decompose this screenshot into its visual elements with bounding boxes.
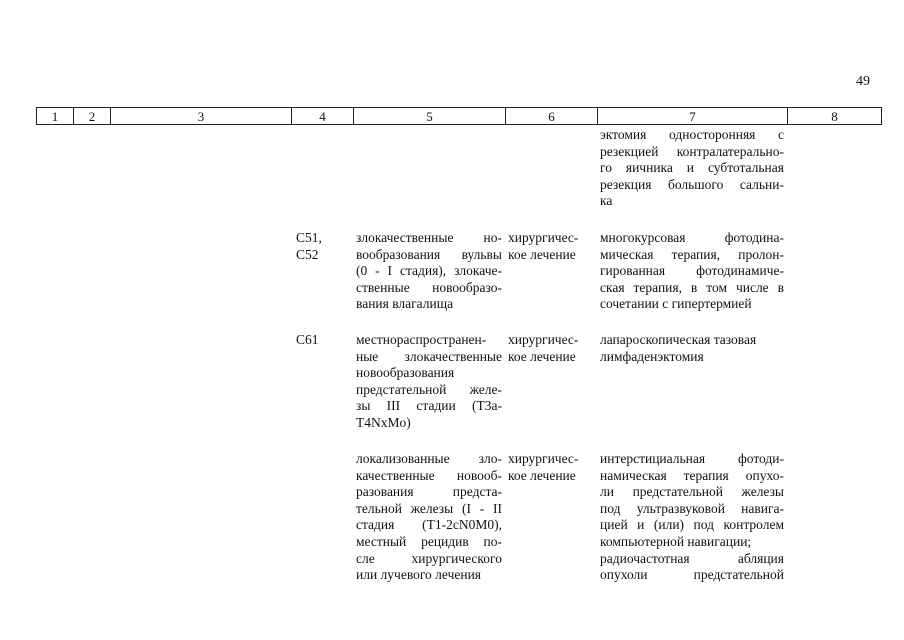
treatment-line: хирургичес-: [508, 451, 579, 466]
method-line: эктомия односторонняя с: [600, 127, 784, 142]
diagnosis-line: T4NxMo): [356, 414, 411, 430]
column-number-2: 2: [74, 108, 111, 125]
diagnosis-line: вания влагалища: [356, 296, 454, 312]
method-line: лапароскопическая тазовая: [600, 332, 757, 347]
treatment-line: кое лечение: [508, 246, 576, 262]
column-number-row: [37, 108, 882, 125]
row-c61-diagnosis-cell: [356, 332, 502, 432]
method-line: ка: [600, 193, 613, 209]
diagnosis-line: локализованные зло-: [356, 451, 502, 466]
row-prostate-localized-diagnosis-cell: [356, 451, 502, 584]
column-number-7: 7: [598, 108, 788, 125]
row-c61-code-cell: [296, 332, 346, 349]
diagnosis-line: качественные новооб-: [356, 467, 502, 483]
row-c51-method-cell: [600, 230, 784, 313]
method-line: ли предстательной железы: [600, 484, 784, 500]
column-number-5: 5: [354, 108, 506, 125]
row-c51-diagnosis-cell: [356, 230, 502, 313]
code-line: C61: [296, 332, 319, 347]
row-c61-treatment-cell: [508, 332, 596, 365]
method-line: намическая терапия опухо-: [600, 467, 784, 483]
method-line: компьютерной навигации;: [600, 533, 752, 549]
row-c51-code-cell: [296, 230, 346, 263]
diagnosis-line: злокачественные но-: [356, 230, 502, 245]
method-line: резекцией контралатерально-: [600, 143, 784, 159]
row-prostate-localized-treatment-cell: [508, 451, 596, 484]
column-number-1: 1: [37, 108, 74, 125]
row-c51-treatment-cell: [508, 230, 596, 263]
method-line: мическая терапия, пролон-: [600, 246, 784, 262]
treatment-line: кое лечение: [508, 467, 576, 483]
diagnosis-line: сле хирургического: [356, 550, 502, 566]
method-line: интерстициальная фотоди-: [600, 451, 784, 466]
method-line: гированная фотодинамиче-: [600, 263, 784, 279]
column-number-4: 4: [292, 108, 354, 125]
diagnosis-line: или лучевого лечения: [356, 567, 482, 583]
diagnosis-line: тельной железы (I - II: [356, 500, 502, 516]
method-line: сочетании с гипертермией: [600, 296, 752, 312]
treatment-line: хирургичес-: [508, 332, 579, 347]
method-line: цией и (или) под контролем: [600, 517, 784, 533]
diagnosis-line: новообразования: [356, 365, 455, 381]
code-line: C52: [296, 246, 319, 262]
row-c61-method-cell: [600, 332, 784, 365]
method-line: радиочастотная абляция: [600, 550, 784, 566]
method-line: многокурсовая фотодина-: [600, 230, 784, 245]
diagnosis-line: зы III стадии (T3a-: [356, 398, 502, 414]
row-prostate-localized-method-cell: [600, 451, 784, 584]
diagnosis-line: (0 - I стадия), злокаче-: [356, 263, 502, 279]
column-number-header: [36, 107, 882, 125]
method-line: го яичника и субтотальная: [600, 160, 784, 176]
continuation-method-cell: [600, 127, 784, 210]
method-line: резекция большого сальни-: [600, 176, 784, 192]
code-line: C51,: [296, 230, 322, 245]
method-line: ская терапия, в том числе в: [600, 279, 784, 295]
diagnosis-line: ственные новообразо-: [356, 279, 502, 295]
treatment-line: кое лечение: [508, 348, 576, 364]
diagnosis-line: вообразования вульвы: [356, 246, 502, 262]
method-line: опухоли предстательной: [600, 567, 784, 583]
method-line: лимфаденэктомия: [600, 348, 704, 364]
column-number-3: 3: [111, 108, 292, 125]
page-number: 49: [856, 74, 870, 89]
diagnosis-line: предстательной желе-: [356, 381, 502, 397]
diagnosis-line: местнораспространен-: [356, 332, 487, 347]
diagnosis-line: стадия (T1-2cN0M0),: [356, 517, 502, 533]
method-line: под ультразвуковой навига-: [600, 500, 784, 516]
diagnosis-line: местный рецидив по-: [356, 533, 502, 549]
column-number-8: 8: [788, 108, 882, 125]
column-number-6: 6: [506, 108, 598, 125]
diagnosis-line: разования предста-: [356, 484, 502, 500]
treatment-line: хирургичес-: [508, 230, 579, 245]
diagnosis-line: ные злокачественные: [356, 348, 502, 364]
